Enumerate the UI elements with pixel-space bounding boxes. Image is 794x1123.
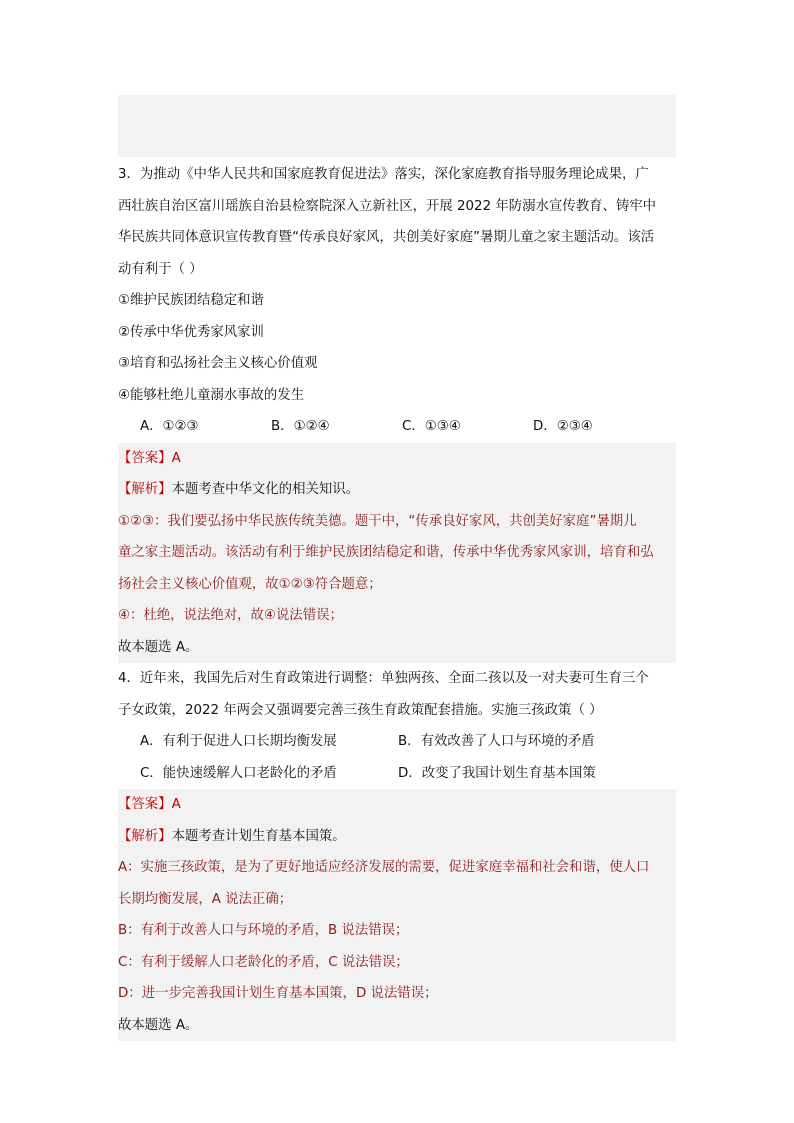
q3-statement: ④能够杜绝儿童溺水事故的发生 xyxy=(118,387,305,403)
q3-option-c: C．①③④ xyxy=(402,419,461,434)
q4-option-a: A．有利于促进人口长期均衡发展 xyxy=(140,734,337,749)
q3-statement: ③培育和弘扬社会主义核心价值观 xyxy=(118,356,318,371)
q4-option-d: D．改变了我国计划生育基本国策 xyxy=(398,765,596,781)
question-3 xyxy=(118,159,676,443)
analysis-text: 本题考查计划生育基本国策。 xyxy=(171,828,346,844)
analysis-tag: 【解析】 xyxy=(118,828,172,844)
q3-solution xyxy=(118,443,676,664)
q4-options-row-1 xyxy=(118,726,676,758)
q4-analysis-line xyxy=(118,821,676,853)
analysis-text: 本题考查中华文化的相关知识。 xyxy=(171,482,360,497)
q4-solution xyxy=(118,789,676,1041)
q3-stem-line: 3．为推动《中华人民共和国家庭教育促进法》落实，深化家庭教育指导服务理论成果，广 xyxy=(118,167,649,182)
q3-explain-line: ④：杜绝，说法绝对，故④说法错误； xyxy=(118,608,343,623)
q3-explain-line: ①②③：我们要弘扬中华民族传统美德。题干中，“传承良好家风，共创美好家庭”暑期儿 xyxy=(118,513,637,529)
q3-option-b: B．①②④ xyxy=(271,419,330,434)
q3-answer-line xyxy=(118,443,676,475)
q3-statement: ①维护民族团结稳定和谐 xyxy=(118,293,264,308)
answer-value: A xyxy=(171,797,181,812)
q3-conclusion: 故本题选 A。 xyxy=(118,639,199,655)
q4-explain-line: C：有利于缓解人口老龄化的矛盾，C 说法错误； xyxy=(118,954,409,970)
content-column xyxy=(118,95,676,1041)
q4-explain-line: A：实施三孩政策，是为了更好地适应经济发展的需要，促进家庭幸福和社会和谐，使人口 xyxy=(118,860,650,875)
q4-explain-line: D：进一步完善我国计划生育基本国策，D 说法错误； xyxy=(118,986,438,1001)
q4-explain-line: 长期均衡发展，A 说法正确； xyxy=(118,891,293,907)
analysis-tag: 【解析】 xyxy=(118,482,172,497)
q3-option-d: D．②③④ xyxy=(533,419,593,434)
question-4 xyxy=(118,663,676,789)
q3-stem-line: 华民族共同体意识宣传教育暨“传承良好家风，共创美好家庭”暑期儿童之家主题活动。该活 xyxy=(118,230,655,245)
q4-explain-line: B：有利于改善人口与环境的矛盾，B 说法错误； xyxy=(118,923,409,938)
answer-tag: 【答案】 xyxy=(118,450,172,466)
q4-stem-line: 4．近年来，我国先后对生育政策进行调整：单独两孩、全面二孩以及一对夫妻可生育三个 xyxy=(118,671,649,686)
q3-explain-line: 童之家主题活动。该活动有利于维护民族团结稳定和谐，传承中华优秀家风家训，培育和弘 xyxy=(118,545,654,560)
q3-analysis-line xyxy=(118,474,676,506)
q4-stem-line: 子女政策，2022 年两会又强调要完善三孩生育政策配套措施。实施三孩政策（ ） xyxy=(118,702,603,718)
previous-question-tail xyxy=(118,95,676,157)
q3-explain-line: 扬社会主义核心价值观，故①②③符合题意； xyxy=(118,576,382,592)
q4-options-row-2 xyxy=(118,758,676,790)
q4-conclusion: 故本题选 A。 xyxy=(118,1017,199,1033)
q3-options xyxy=(118,411,676,443)
q4-answer-line xyxy=(118,789,676,821)
q4-option-b: B．有效改善了人口与环境的矛盾 xyxy=(398,734,595,749)
answer-tag: 【答案】 xyxy=(118,797,172,812)
q3-stem-line: 西壮族自治区富川瑶族自治县检察院深入立新社区，开展 2022 年防溺水宣传教育、铸牢中 xyxy=(118,198,657,214)
q3-stem-line: 动有利于（ ） xyxy=(118,261,203,277)
q3-option-a: A．①②③ xyxy=(140,419,199,434)
answer-value: A xyxy=(171,450,181,466)
q4-option-c: C．能快速缓解人口老龄化的矛盾 xyxy=(140,765,337,781)
q3-statement: ②传承中华优秀家风家训 xyxy=(118,324,264,340)
